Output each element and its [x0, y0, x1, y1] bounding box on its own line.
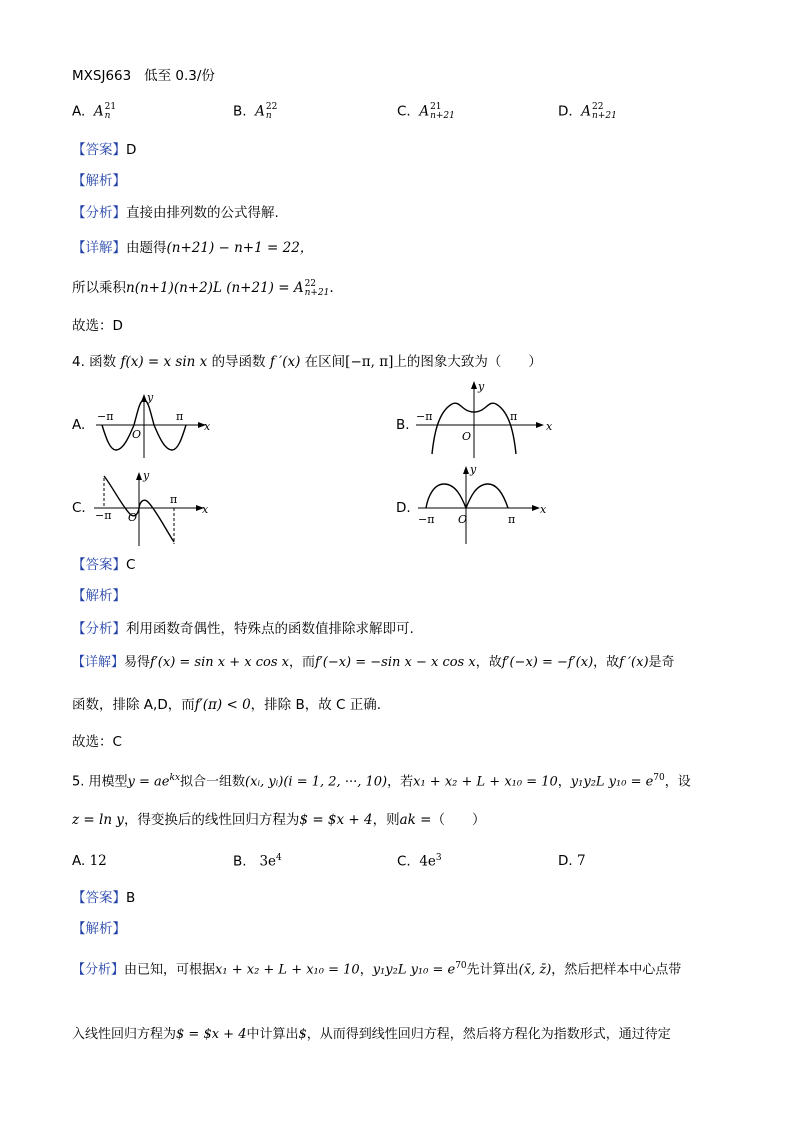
q4-analysis	[72, 587, 126, 605]
stem-end: 上的图象大致为（ ）	[393, 354, 542, 370]
option-label: D.	[558, 103, 573, 120]
graph-a-x: x	[204, 420, 211, 433]
graph-d-x: x	[540, 503, 547, 516]
option-base: A	[255, 103, 265, 120]
answer-tag: 【答案】	[72, 557, 126, 573]
s1-b: 拟合一组数	[180, 774, 246, 790]
graph-d-o: O	[458, 513, 468, 526]
graph-c-negpi: −π	[95, 509, 112, 522]
s2-f1: z = ln y	[72, 812, 124, 828]
s2-c: （ ）	[431, 812, 486, 828]
graph-c-o: O	[128, 511, 138, 524]
d2-f: f′(π) < 0	[194, 697, 251, 713]
s1-e: ，设	[664, 774, 691, 790]
d1-f2: f′(−x) = −sin x − x cos x	[314, 655, 476, 670]
s1-f2: (xᵢ, yᵢ)(i = 1, 2, ···, 10)	[245, 774, 388, 790]
analysis-tag: 【解析】	[72, 588, 126, 604]
detail-tag: 【详解】	[72, 655, 125, 670]
q5-analysis	[72, 920, 126, 938]
d2-b: ，排除 B，故 C 正确.	[250, 697, 382, 713]
graph-d-y: y	[470, 463, 477, 476]
q5-fenxi-line1	[72, 957, 681, 979]
option-value: 7	[576, 853, 586, 869]
q3-fenxi	[72, 204, 279, 222]
f1-c: 先计算出	[466, 962, 519, 978]
option-sup: 22	[592, 102, 604, 112]
option-sub: n+21	[430, 111, 455, 121]
q4-choose: 故选：C	[72, 734, 122, 750]
f1-b: ，	[359, 962, 373, 978]
q5-option-b	[233, 853, 282, 870]
q3-choose: 故选：D	[72, 318, 123, 334]
option-sup: 22	[265, 102, 278, 112]
product-prefix: 所以乘积	[72, 280, 126, 296]
f1-f2-sup: 70	[455, 961, 467, 971]
q3-analysis	[72, 172, 126, 190]
option-sub: n	[104, 111, 111, 121]
graph-b-label: B.	[396, 417, 410, 433]
s1-f1: y = ae	[127, 774, 170, 790]
d1-d: ，故	[593, 655, 620, 670]
d1-f3: f′(−x) = −f′(x)	[501, 655, 594, 670]
fenxi-tag: 【分析】	[72, 205, 126, 221]
product-formula: n(n+1)(n+2)L (n+21) =	[126, 280, 294, 296]
option-label: D.	[558, 853, 573, 869]
q3-option-c	[397, 103, 455, 121]
q4-detail-line1	[72, 654, 675, 672]
analysis-tag: 【解析】	[72, 921, 126, 937]
option-base: A	[581, 103, 592, 120]
f1-f2: y₁y₂L y₁₀ = e	[372, 962, 456, 978]
stem-interval: [−π, π]	[345, 354, 394, 370]
graph-a	[94, 390, 216, 460]
f2-b: 中计算出	[246, 1027, 299, 1042]
d1-f1: f′(x) = sin x + x cos x	[150, 655, 289, 670]
graph-b	[414, 380, 556, 460]
answer-value: D	[126, 142, 137, 158]
q3-answer	[72, 141, 136, 159]
f1-a: 由已知，可根据	[124, 962, 216, 978]
option-sup: 21	[430, 102, 442, 112]
option-label: C.	[397, 103, 411, 120]
d2-a: 函数，排除 A,D，而	[72, 697, 195, 713]
graph-a-o: O	[132, 428, 142, 441]
f1-f3: (x̄, z̄)	[518, 962, 552, 978]
graph-b-y: y	[478, 380, 485, 393]
f1-f1: x₁ + x₂ + L + x₁₀ = 10	[215, 962, 360, 978]
s2-a: ，得变换后的线性回归方程为	[123, 812, 300, 828]
answer-value: C	[126, 557, 136, 573]
f2-c: ，从而得到线性回归方程，然后将方程化为指数形式，通过待定	[306, 1027, 671, 1042]
f2-a: 入线性回归方程为	[72, 1027, 177, 1042]
s2-f3: ak =	[399, 812, 432, 828]
q5-stem-line1	[72, 769, 691, 791]
d1-a: 易得	[124, 655, 151, 670]
q3-detail	[72, 239, 313, 257]
graph-d	[416, 462, 552, 548]
option-label: A.	[72, 103, 86, 120]
header-line	[72, 67, 215, 85]
option-label: A.	[72, 853, 86, 869]
graph-c-x: x	[202, 503, 209, 516]
graph-b-o: O	[462, 430, 472, 443]
analysis-tag: 【解析】	[72, 173, 126, 189]
option-base: A	[419, 103, 430, 120]
q5-stem-line2	[72, 811, 485, 829]
fenxi-text: 直接由排列数的公式得解.	[126, 205, 279, 221]
stem-fx: f(x) = x sin x	[120, 354, 208, 370]
option-sub: n+21	[592, 111, 617, 121]
graph-b-pi: π	[510, 410, 518, 423]
answer-tag: 【答案】	[72, 890, 126, 906]
detail-tag: 【详解】	[72, 240, 126, 256]
option-value: 4e	[419, 853, 436, 870]
answer-value: B	[126, 890, 136, 906]
graph-c-label: C.	[72, 500, 86, 516]
s2-b: ，则	[372, 812, 400, 828]
option-sub: n	[265, 111, 272, 121]
graph-c-pi: π	[170, 493, 178, 506]
product-sup: 22	[304, 278, 317, 289]
fenxi-text: 利用函数奇偶性，特殊点的函数值排除求解即可.	[126, 621, 414, 637]
q5-option-c	[397, 853, 442, 870]
option-label: B.	[233, 103, 247, 120]
graph-a-label: A.	[72, 417, 86, 433]
header-code: MXSJ663	[72, 68, 132, 84]
stem-num: 4. 函数	[72, 354, 117, 370]
graph-c	[92, 468, 214, 548]
graph-a-y: y	[147, 391, 154, 404]
detail-formula: (n+21) − n+1 = 22，	[166, 240, 314, 256]
fenxi-tag: 【分析】	[72, 962, 125, 978]
q4-answer	[72, 556, 135, 574]
q3-option-d	[558, 103, 617, 121]
q5-option-d	[558, 853, 586, 869]
q5-option-a	[72, 853, 107, 869]
q4-detail-line2	[72, 696, 381, 714]
option-value: 12	[89, 853, 107, 869]
s1-a: 5. 用模型	[72, 774, 128, 790]
s1-f4-sup: 70	[653, 773, 665, 783]
s1-c: ，若	[387, 774, 414, 790]
detail-prefix: 由题得	[126, 240, 167, 256]
fenxi-tag: 【分析】	[72, 621, 126, 637]
graph-b-negpi: −π	[416, 410, 433, 423]
graph-a-pi: π	[176, 410, 184, 423]
d1-c: ，故	[475, 655, 502, 670]
graph-c-y: y	[143, 469, 150, 482]
d1-b: ，而	[288, 655, 315, 670]
option-label: C.	[397, 853, 411, 870]
q3-option-a	[72, 103, 116, 121]
stem-mid2: 在区间	[304, 354, 346, 370]
d1-f4: f ′(x)	[619, 655, 649, 670]
option-sup: 3	[435, 853, 442, 863]
q4-stem	[72, 353, 542, 371]
graph-d-pi: π	[508, 513, 516, 526]
product-a: A	[293, 280, 304, 296]
option-label: B.	[233, 853, 247, 870]
graph-a-negpi: −π	[97, 410, 114, 423]
graph-d-negpi: −π	[418, 513, 435, 526]
option-base: A	[93, 103, 104, 120]
q4-fenxi	[72, 620, 414, 638]
s1-f3: x₁ + x₂ + L + x₁₀ = 10	[413, 774, 558, 790]
f2-f2: $	[298, 1027, 307, 1042]
product-sub: n+21	[304, 287, 330, 298]
s1-f4: y₁y₂L y₁₀ = e	[570, 774, 654, 790]
option-sup: 4	[276, 853, 282, 863]
f1-d: ，然后把样本中心点带	[551, 962, 682, 978]
q5-answer	[72, 889, 135, 907]
f2-f1: $ = $x + 4	[176, 1027, 247, 1042]
graph-d-label: D.	[396, 500, 411, 516]
q5-fenxi-line2	[72, 1026, 671, 1044]
option-value: 3e	[259, 853, 277, 870]
option-sup: 21	[104, 102, 117, 112]
stem-fpx: f ′(x)	[269, 354, 301, 370]
graph-b-x: x	[546, 420, 553, 433]
header-price: 低至 0.3/份	[144, 68, 215, 84]
s1-d: ，	[557, 774, 571, 790]
product-end: .	[329, 280, 334, 296]
s2-f2: $ = $x + 4	[299, 812, 373, 828]
q3-option-b	[233, 103, 277, 121]
q3-product	[72, 279, 334, 298]
d1-e: 是奇	[648, 655, 675, 670]
s1-f1-sup: kx	[169, 773, 181, 783]
stem-mid: 的导函数	[211, 354, 266, 370]
answer-tag: 【答案】	[72, 142, 126, 158]
